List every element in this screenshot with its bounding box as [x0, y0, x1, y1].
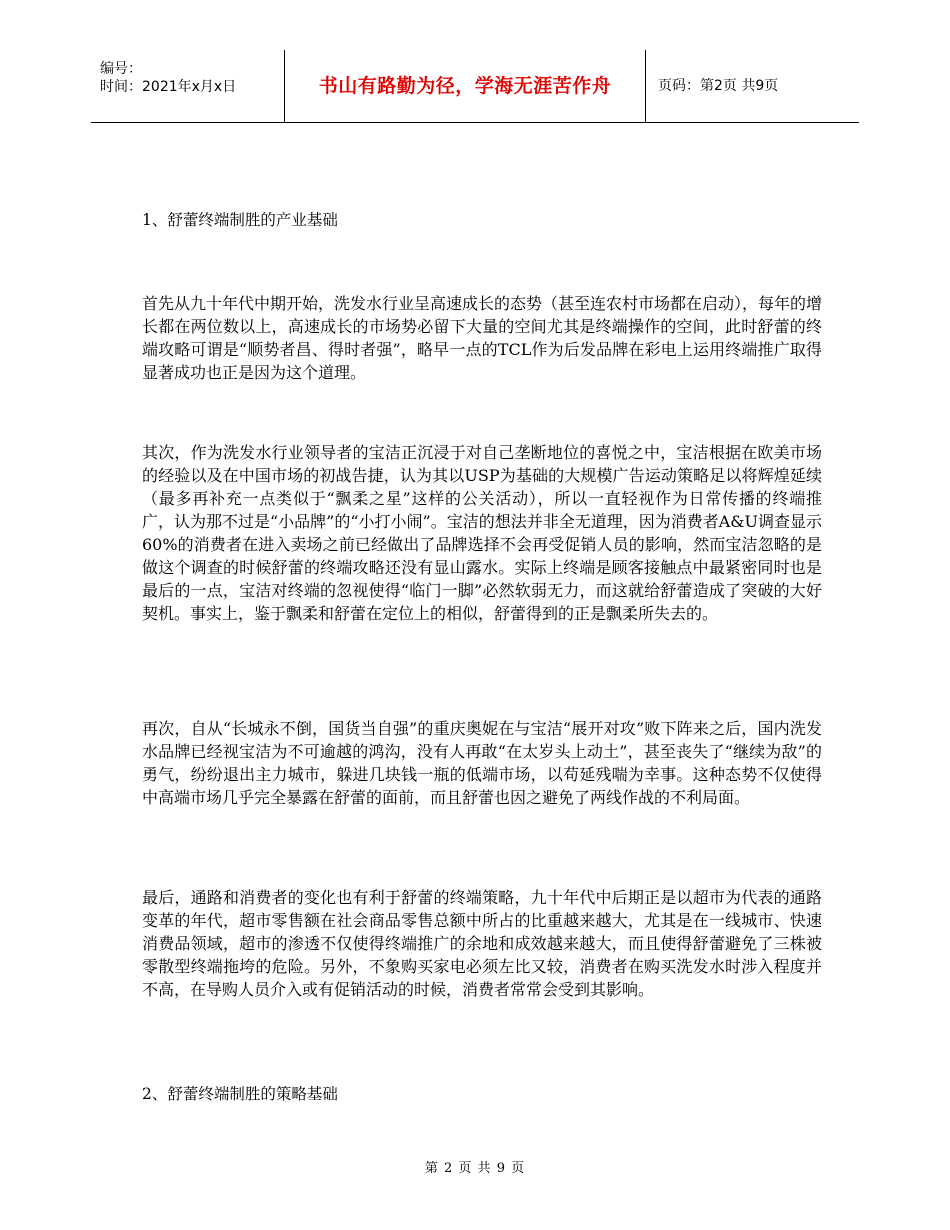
page-header: [91, 50, 859, 123]
body-paragraph-3: 再次，自从“长城永不倒，国货当自强”的重庆奥妮在与宝洁“展开对攻”败下阵来之后，国内洗发水品牌已经视宝洁为不可逾越的鸿沟，没有人再敢“在太岁头上动土”，甚至丧失了“继续为敌”的勇气，纷纷退出主力城市，躲进几块钱一瓶的低端市场，以苟延残喘为幸事。这种态势不仅使得中高端市场几乎完全暴露在舒蕾的面前，而且舒蕾也因之避免了两线作战的不利局面。: [142, 719, 822, 807]
body-paragraph-2: 其次，作为洗发水行业领导者的宝洁正沉浸于对自己垄断地位的喜悦之中，宝洁根据在欧美市场的经验以及在中国市场的初战告捷，认为其以USP为基础的大规模广告运动策略足以将辉煌延续（最多再补充一点类似于“飘柔之星”这样的公关活动），所以一直轻视作为日常传播的终端推广，认为那不过是“小品牌”的“小打小闹”。宝洁的想法并非全无道理，因为消费者A&U调查显示60%的消费者在进入卖场之前已经做出了品牌选择不会再受促销人员的影响，然而宝洁忽略的是做这个调查的时候舒蕾的终端攻略还没有显山露水。实际上终端是顾客接触点中最紧密同时也是最后的一点，宝洁对终端的忽视使得“临门一脚”必然软弱无力，而这就给舒蕾造成了突破的大好契机。事实上，鉴于飘柔和舒蕾在定位上的相似，舒蕾得到的正是飘柔所失去的。: [142, 443, 823, 623]
document-code-label: 编号：: [100, 61, 142, 77]
header-motto: 书山有路勤为径，学海无涯苦作舟: [285, 50, 646, 122]
document-time-label: 时间：2021年x月x日: [100, 79, 237, 95]
header-meta-cell: [91, 50, 285, 122]
body-paragraph-4: 最后，通路和消费者的变化也有利于舒蕾的终端策略，九十年代中后期正是以超市为代表的通路变革的年代，超市零售额在社会商品零售总额中所占的比重越来越大，尤其是在一线城市、快速消费品领域，超市的渗透不仅使得终端推广的余地和成效越来越大，而且使得舒蕾避免了三株被零散型终端拖垮的危险。另外，不象购买家电必须左比又较，消费者在购买洗发水时涉入程度并不高，在导购人员介入或有促销活动的时候，消费者常常会受到其影响。: [142, 888, 822, 999]
section-heading-2: 2、舒蕾终端制胜的策略基础: [142, 1085, 338, 1103]
header-page-number: 页码：第2页 共9页: [658, 78, 779, 94]
page-footer-number: 第 2 页 共 9 页: [424, 1161, 526, 1176]
body-paragraph-1: 首先从九十年代中期开始，洗发水行业呈高速成长的态势（甚至连农村市场都在启动），每年的增长都在两位数以上，高速成长的市场势必留下大量的空间尤其是终端操作的空间，此时舒蕾的终端攻略可谓是“顺势者昌、得时者强”，略早一点的TCL作为后发品牌在彩电上运用终端推广取得显著成功也正是因为这个道理。: [142, 294, 823, 382]
section-heading-1: 1、舒蕾终端制胜的产业基础: [142, 211, 338, 229]
